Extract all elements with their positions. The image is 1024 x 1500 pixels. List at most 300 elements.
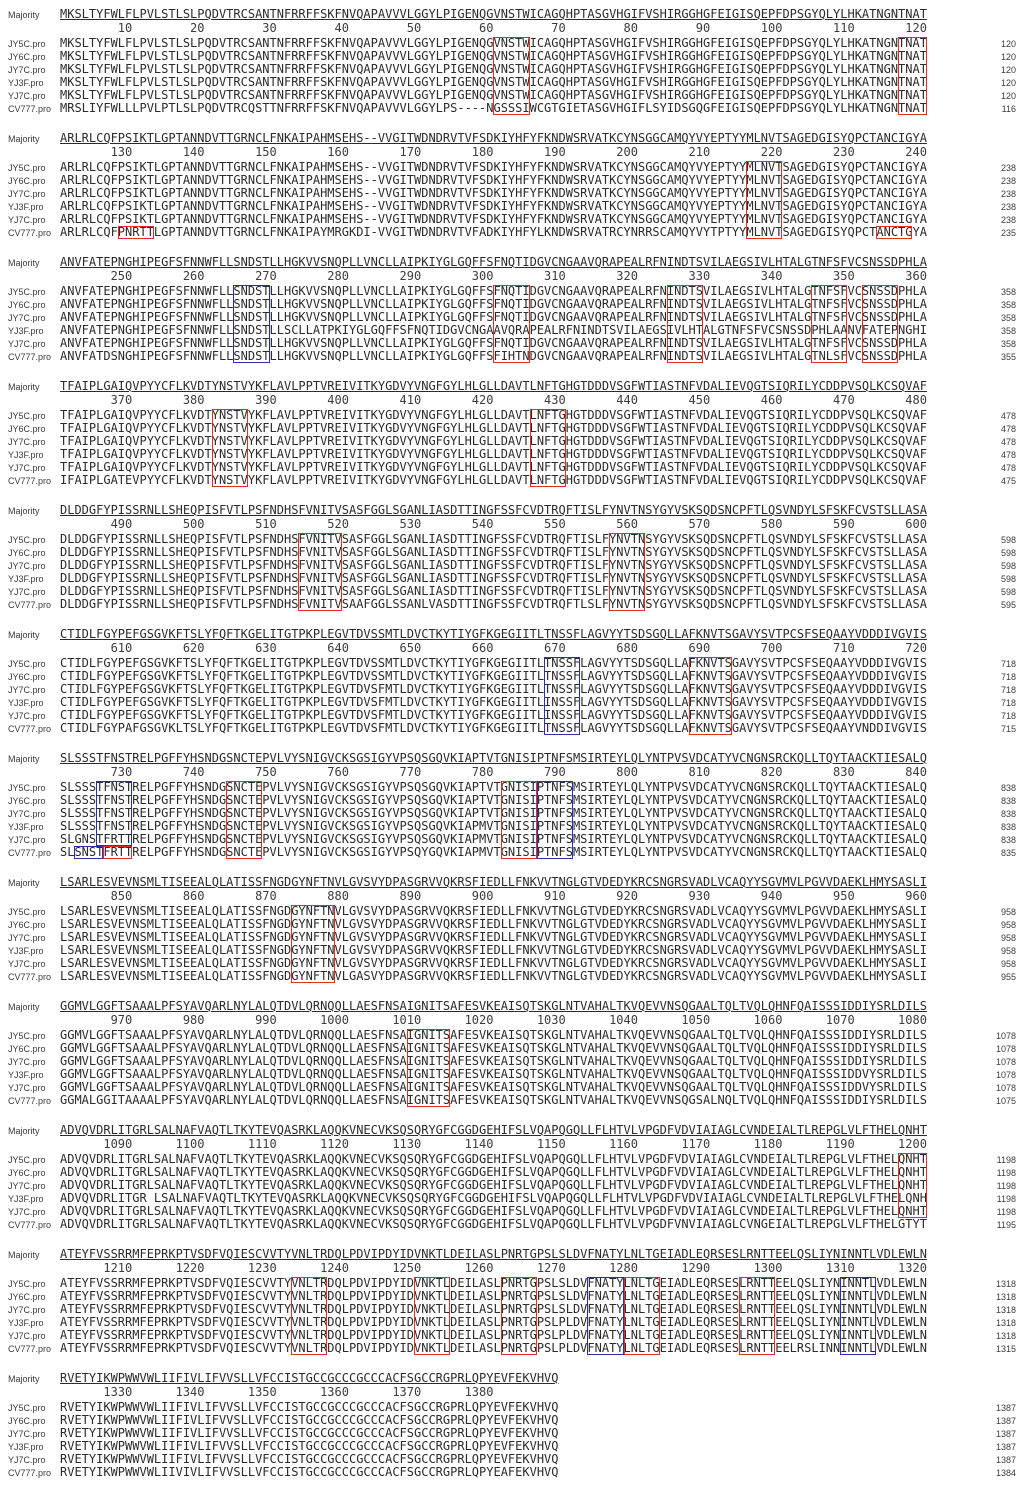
row-label: YJ7C.pro <box>8 1455 46 1465</box>
sequence-text: MKSLTYFWLFLPVLSTLSLPQDVTRCSANTNFRRFFSKFNVQAPAVVVLGGYLPIGENQGVNSTWICAGQHPTASGVHGIFVSHIRGGHGFEIGISQEPFDPSGYQLYLHKATNGNTNAT <box>60 75 927 89</box>
sequence-text: ANVFATEPNGHIPEGFSFNNWFLLSNDSTLLHGKVVSNQPLLVNCLLAIPKIYGLGQFFSFNQTIDGVCNGAAVQRAPEALRFNINDTSVILAEGSIVLHTALGTNFSFVCSNSSDPHLA <box>60 336 927 350</box>
sequence-row <box>8 1094 1016 1107</box>
row-label: YJ7C.pro <box>8 959 46 969</box>
residue-count: 1078 <box>995 1070 1016 1080</box>
row-label: JY7C.pro <box>8 685 46 695</box>
sequence-text: RVETYIKWPWWVWLIIFIVLIFVVSLLVFCCISTGCCGCCCGCCCACFSGCCRGPRLQPYEVFEKVHVQ <box>60 1426 559 1440</box>
sequence-rows <box>8 905 1016 983</box>
row-label: JY7C.pro <box>8 933 46 943</box>
row-label: CV777.pro <box>8 352 52 362</box>
residue-count: 838 <box>1000 783 1016 793</box>
majority-row <box>8 132 1016 145</box>
sequence-text: RVETYIKWPWWVWLIIVIVLIFVVSLLVFCCISTGCCGCCCGCCCACFSGCCRGPRLQPYEAFEKVHVQ <box>60 1465 559 1479</box>
alignment-block <box>8 8 1016 115</box>
sequence-row <box>8 598 1016 611</box>
sequence-text: SLSSSTFNSTRELPGFFYHSNDGSNCTEPVLVYSNIGVCKSGSIGYVPSQSGQVKIAPTVTGNISIPTNFSMSIRTEYLQLYNTPVSVDCATYVCNGNSRCKQLLTQYTAACKTIESALQ <box>60 751 927 765</box>
row-label: JY7C.pro <box>8 1305 46 1315</box>
row-label: YJ3F.pro <box>8 1194 44 1204</box>
sequence-text: ARLRLCQFPSIKTLGPTANNDVTTGRNCLFNKAIPAHMSEHS--VVGITWDNDRVTVFSDKIYHFYFKNDWSRVATKCYNSGGCAMQYVYEPTYYMLNVTSAGEDGISYQPCTANCIGYA <box>60 186 927 200</box>
residue-count: 478 <box>1000 437 1016 447</box>
residue-count: 478 <box>1000 450 1016 460</box>
sequence-text: ANVFATEPNGHIPEGFSFNNWFLLSNDSTLLHGKVVSNQPLLVNCLLAIPKIYGLGQFFSFNQTIDGVCNGAAVQRAPEALRFNINDTSVILAEGSIVLHTALGTNFSFVCSNSSDPHLA <box>60 284 927 298</box>
residue-count: 1078 <box>995 1031 1016 1041</box>
sequence-text: ARLRLCQFPSIKTLGPTANNDVTTGRNCLFNKAIPAHMSEHS--VVGITWDNDRVTVFSDKIYHFYFKNDWSRVATKCYNSGGCAMQYVYEPTYYMLNVTSAGEDGISYQPCTANCIGYA <box>60 199 927 213</box>
row-label: CV777.pro <box>8 724 52 734</box>
residue-count: 1387 <box>995 1416 1016 1426</box>
row-label: JY6C.pro <box>8 920 46 930</box>
row-label: Majority <box>8 1002 40 1012</box>
sequence-row <box>8 102 1016 115</box>
residue-count: 1318 <box>995 1292 1016 1302</box>
sequence-rows <box>8 161 1016 239</box>
alignment-block <box>8 132 1016 239</box>
sequence-text: SLSSSTFNSTRELPGFFYHSNDGSNCTEPVLVYSNIGVCKSGSIGYVPSQSGQVKIAPTVTGNISIPTNFSMSIRTEYLQLYNTPVSVDCATYVCNGNSRCKQLLTQYTAACKTIESALQ <box>60 793 927 807</box>
position-ruler <box>8 1386 1016 1399</box>
alignment-block <box>8 1000 1016 1107</box>
sequence-text: DLDDGFYPISSRNLLSHEQPISFVTLPSFNDHSFVNITVSASFGGLSGANLIASDTTINGFSSFCVDTRQFTISLFYNVTNSYGYVSKSQDSNCPFTLQSVNDYLSFSKFCVSTSLLASA <box>60 545 927 559</box>
sequence-rows <box>8 1277 1016 1355</box>
sequence-text: GGMVLGGFTSAAALPFSYAVQARLNYLALQTDVLQRNQQLLAESFNSAIGNITSAFESVKEAISQTSKGLNTVAHALTKVQEVVNSQGAALTQLTVQLQHNFQAISSSIDDIYSRLDILS <box>60 1041 927 1055</box>
majority-row <box>8 504 1016 517</box>
row-label: JY7C.pro <box>8 1057 46 1067</box>
row-label: YJ7C.pro <box>8 339 46 349</box>
row-label: YJ3F.pro <box>8 1442 44 1452</box>
residue-count: 1078 <box>995 1044 1016 1054</box>
majority-row <box>8 1372 1016 1385</box>
residue-count: 595 <box>1000 600 1016 610</box>
sequence-text: ANVFATEPNGHIPEGFSFNNWFLLSNDSTLLSCLLATPKIYGLGQFFSFNQTIDGVCNGAAVQRAPEALRFNINDTSVILAEGSIVLHTALGTNFSFVCSNSSDPHLAANVFATEPNGHI <box>60 323 927 337</box>
row-label: JY5C.pro <box>8 535 46 545</box>
residue-count: 358 <box>1000 326 1016 336</box>
sequence-text: MKSLTYFWLFLPVLSTLSLPQDVTRCSANTNFRRFFSKFNVQAPAVVVLGGYLPIGENQGVNSTWICAGQHPTASGVHGIFVSHIRGGHGFEIGISQEPFDPSGYQLYLHKATNGNTNAT <box>60 49 927 63</box>
sequence-text: CTIDLFGYPEFGSGVKFTSLYFQFTKGELITGTPKPLEGVTDVSFMTLDVCTKYTIYGFKGEGIITLTNSSFLAGVYYTSDSGQLLAFKNVTSGAVYSVTPCSFSEQAAYVDDDIVGVIS <box>60 682 927 696</box>
residue-count: 120 <box>1000 52 1016 62</box>
sequence-text: LSARLESVEVNSMLTISEEALQLATISSFNGDGYNFTNVLGVSVYDPASGRVVQKRSFIEDLLFNKVVTNGLGTVDEDYKRCSNGRSVADLVCAQYYSGVMVLPGVVDAEKLHMYSASLI <box>60 930 927 944</box>
row-label: Majority <box>8 10 40 20</box>
alignment-block <box>8 1124 1016 1231</box>
residue-count: 1198 <box>996 1168 1016 1178</box>
sequence-rows <box>8 1029 1016 1107</box>
residue-count: 1315 <box>995 1344 1016 1354</box>
row-label: JY6C.pro <box>8 672 46 682</box>
row-label: JY7C.pro <box>8 809 46 819</box>
sequence-text: ANVFATEPNGHIPEGFSFNNWFLLSNDSTLLHGKVVSNQPLLVNCLLAIPKIYGLGQFFSFNQTIDGVCNGAAVQRAPEALRFNINDTSVILAEGSIVLHTALGTNFSFVCSNSSDPHLA <box>60 297 927 311</box>
row-label: JY6C.pro <box>8 424 46 434</box>
residue-count: 475 <box>1000 476 1016 486</box>
row-label: YJ7C.pro <box>8 587 46 597</box>
residue-count: 718 <box>1000 672 1016 682</box>
sequence-text: 1330 1340 1350 1360 1370 1380 <box>60 1385 559 1399</box>
sequence-text: IFAIPLGATEVPYYCFLKVDTYNSTVYKFLAVLPPTVREIVITKYGDVYVNGFGYLHLGLLDAVTLNFTGHGTDDDVSGFWTIASTNFVDALIEVQGTSIQRILYCDDPVSQLKCSQVAF <box>60 473 927 487</box>
sequence-text: DLDDGFYPISSRNLLSHEQPISFVTLPSFNDHSFVNITVSASFGGLSGANLIASDTTINGFSSFCVDTRQFTISLFYNVTNSYGYVSKSQDSNCPFTLQSVNDYLSFSKFCVSTSLLASA <box>60 558 927 572</box>
residue-count: 1318 <box>995 1279 1016 1289</box>
row-label: Majority <box>8 1250 40 1260</box>
residue-count: 358 <box>1000 300 1016 310</box>
row-label: Majority <box>8 1374 40 1384</box>
sequence-text: CTIDLFGYPEFGSGVKFTSLYFQFTKGELITGTPKPLEGVTDVSSMTLDVCTKYTIYGFKGEGIITLTNSSFLAGVYYTSDSGQLLAFKNVTSGAVYSVTPCSFSEQAAYVDDDIVGVIS <box>60 627 927 641</box>
majority-row <box>8 1124 1016 1137</box>
sequence-text: 1210 1220 1230 1240 1250 1260 1270 1280 1290 1300 1310 1320 <box>60 1261 927 1275</box>
sequence-text: ARLRLCQFPSIKTLGPTANNDVTTGRNCLFNKAIPAHMSEHS--VVGITWDNDRVTVFSDKIYHFYFKNDWSRVATKCYNSGGCAMQYVYEPTYYMLNVTSAGEDGISYQPCTANCIGYA <box>60 173 927 187</box>
residue-count: 958 <box>1000 933 1016 943</box>
row-label: YJ7C.pro <box>8 215 46 225</box>
residue-count: 355 <box>1000 352 1016 362</box>
sequence-text: MKSLTYFWLFLPVLSTLSLPQDVTRCSANTNFRRFFSKFNVQAPAVVVLGGYLPIGENQGVNSTWICAGQHPTASGVHGIFVSHIRGGHGFEIGISQEPFDPSGYQLYLHKATNGNTNAT <box>60 62 927 76</box>
row-label: YJ3F.pro <box>8 1070 44 1080</box>
sequence-text: MKSLTYFWLFLPVLSTLSLPQDVTRCSANTNFRRFFSKFNVQAPAVVVLGGYLPIGENQGVNSTWICAGQHPTASGVHGIFVSHIRGGHGFEIGISQEPFDPSGYQLYLHKATNGNTNAT <box>60 88 927 102</box>
residue-count: 958 <box>1000 946 1016 956</box>
position-ruler <box>8 890 1016 903</box>
sequence-text: ARLRLCQFPSIKTLGPTANNDVTTGRNCLFNKAIPAHMSEHS--VVGITWDNDRVTVFSDKIYHFYFKNDWSRVATKCYNSGGCAMQYVYEPTYYMLNVTSAGEDGISYQPCTANCIGYA <box>60 160 927 174</box>
sequence-text: CTIDLFGYPEFGSGVKFTSLYFQFTKGELITGTPKPLEGVTDVSFMTLDVCTKYTIYGFKGEGIITLINSSFLAGVYYTSDSGQLLAFKNVTSGAVYSVTPCSFSEQAAYVDDDIVGVIS <box>60 695 927 709</box>
residue-count: 958 <box>1000 959 1016 969</box>
row-label: YJ3F.pro <box>8 78 44 88</box>
sequence-row <box>8 846 1016 859</box>
sequence-text: ADVQVDRLITGRLSALNAFVAQTLTKYTEVQASRKLAQQKVNECVKSQSQRYGFCGGDGEHIFSLVQAPQGQLLFLHTVLVPGDFVNVIAIAGLCVNGEIALTLREPGLVLFTHELGTYT <box>60 1217 927 1231</box>
sequence-text: GGMVLGGFTSAAALPFSYAVQARLNYLALQTDVLQRNQQLLAESFNSAIGNITSAFESVKEAISQTSKGLNTVAHALTKVQEVVNSQGAALTQLTVQLQHNFQAISSSIDDVYSRLDILS <box>60 1080 927 1094</box>
row-label: Majority <box>8 258 40 268</box>
position-ruler <box>8 270 1016 283</box>
sequence-text: ANVFATEPNGHIPEGFSFNNWFLLSNDSTLLHGKVVSNQPLLVNCLLAIPKIYGLGQFFSFNQTIDGVCNGAAVQRAPEALRFNINDTSVILAEGSIVLHTALGTNFSFVCSNSSDPHLA <box>60 255 927 269</box>
residue-count: 238 <box>1000 176 1016 186</box>
alignment-block <box>8 628 1016 735</box>
residue-count: 478 <box>1000 463 1016 473</box>
position-ruler <box>8 766 1016 779</box>
sequence-text: ADVQVDRLITGRLSALNAFVAQTLTKYTEVQASRKLAQQKVNECVKSQSQRYGFCGGDGEHIFSLVQAPQGQLLFLHTVLVPGDFVDVIAIAGLCVNDEIALTLREPGLVLFTHELQNHT <box>60 1204 927 1218</box>
sequence-text: CTIDLFGYPEFGSGVKFTSLYFQFTKGELITGTPKPLEGVTDVSFMTLDVCTKYTIYGFKGEGIITLINSSFLAGVYYTSDSGQLLAFKNVTSGAVYSVTPCSFSEQAAYVDDDIVGVIS <box>60 708 927 722</box>
alignment-block <box>8 1372 1016 1479</box>
sequence-text: 490 500 510 520 530 540 550 560 570 580 590 600 <box>60 517 927 531</box>
residue-count: 120 <box>1000 78 1016 88</box>
position-ruler <box>8 394 1016 407</box>
sequence-rows <box>8 533 1016 611</box>
residue-count: 238 <box>1000 189 1016 199</box>
alignment-block <box>8 752 1016 859</box>
row-label: YJ3F.pro <box>8 946 44 956</box>
row-label: JY5C.pro <box>8 1279 46 1289</box>
row-label: JY6C.pro <box>8 796 46 806</box>
row-label: JY6C.pro <box>8 300 46 310</box>
row-label: YJ7C.pro <box>8 711 46 721</box>
residue-count: 1387 <box>995 1455 1016 1465</box>
row-label: JY5C.pro <box>8 163 46 173</box>
sequence-text: MKSLTYFWLFLPVLSTLSLPQDVTRCSANTNFRRFFSKFNVQAPAVVVLGGYLPIGENQGVNSTWICAGQHPTASGVHGIFVSHIRGGHGFEIGISQEPFDPSGYQLYLHKATNGNTNAT <box>60 36 927 50</box>
majority-row <box>8 752 1016 765</box>
residue-count: 598 <box>1000 548 1016 558</box>
sequence-text: RVETYIKWPWWVWLIIFIVLIFVVSLLVFCCISTGCCGCCCGCCCACFSGCCRGPRLQPYEVFEKVHVQ <box>60 1371 559 1385</box>
residue-count: 116 <box>1001 104 1016 114</box>
sequence-text: LSARLESVEVNSMLTISEEALQLATISSFNGDGYNFTNVLGVSVYDPASGRVVQKRSFIEDLLFNKVVTNGLGTVDEDYKRCSNGRSVADLVCAQYYSGVMVLPGVVDAEKLHMYSASLI <box>60 904 927 918</box>
residue-count: 478 <box>1000 424 1016 434</box>
majority-row <box>8 8 1016 21</box>
majority-row <box>8 628 1016 641</box>
row-label: JY6C.pro <box>8 1044 46 1054</box>
sequence-text: GGMVLGGFTSAAALPFSYAVQARLNYLALQTDVLQRNQQLLAESFNSAIGNITSAFESVKEAISQTSKGLNTVAHALTKVQEVVNSQGAALTQLTVQLQHNFQAISSSIDDIYSRLDILS <box>60 1054 927 1068</box>
row-label: JY5C.pro <box>8 783 46 793</box>
sequence-text: GGMALGGITAAAALPFSYAVQARLNYLALQTDVLQRNQQLLAESFNSAIGNITSAFESVKEAISQTSKGLNTVAHALTKVQEVVNSQGSALNQLTVQLQHNFQAISSSIDDIYSRLDILS <box>60 1093 927 1107</box>
residue-count: 478 <box>1000 411 1016 421</box>
sequence-text: 850 860 870 880 890 900 910 920 930 940 950 960 <box>60 889 927 903</box>
residue-count: 238 <box>1000 202 1016 212</box>
sequence-text: 130 140 150 160 170 180 190 200 210 220 230 240 <box>60 145 927 159</box>
sequence-row <box>8 1218 1016 1231</box>
sequence-text: 970 980 990 1000 1010 1020 1030 1040 1050 1060 1070 1080 <box>60 1013 927 1027</box>
sequence-text: ARLRLCQFPNRTTLGPTANNDVTTGRNCLFNKAIPAYMRGKDI-VVGITWDNDRVTVFADKIYHFYLKNDWSRVATRCYNRRSCAMQYVYTPTYYMLNVTSAGEDGISYQPCTANCTGYA <box>60 225 927 239</box>
row-label: Majority <box>8 382 40 392</box>
sequence-text: GGMVLGGFTSAAALPFSYAVQARLNYLALQTDVLQRNQQLLAESFNSAIGNITSAFESVKEAISQTSKGLNTVAHALTKVQEVVNSQGAALTQLTVQLQHNFQAISSSIDDVYSRLDILS <box>60 1067 927 1081</box>
residue-count: 838 <box>1000 835 1016 845</box>
majority-row <box>8 876 1016 889</box>
sequence-text: ANVFATEPNGHIPEGFSFNNWFLLSNDSTLLHGKVVSNQPLLVNCLLAIPKIYGLGQFFSFNQTIDGVCNGAAVQRAPEALRFNINDTSVILAEGSIVLHTALGTNFSFVCSNSSDPHLA <box>60 310 927 324</box>
residue-count: 120 <box>1000 65 1016 75</box>
row-label: JY7C.pro <box>8 1181 46 1191</box>
sequence-text: RVETYIKWPWWVWLIIFIVLIFVVSLLVFCCISTGCCGCCCGCCCACFSGCCRGPRLQPYEVFEKVHVQ <box>60 1413 559 1427</box>
sequence-text: MKSLTYFWLFLPVLSTLSLPQDVTRCSANTNFRRFFSKFNVQAPAVVVLGGYLPIGENQGVNSTWICAGQHPTASGVHGIFVSHIRGGHGFEIGISQEPFDPSGYQLYLHKATNGNTNAT <box>60 7 927 21</box>
residue-count: 718 <box>1000 659 1016 669</box>
row-label: YJ3F.pro <box>8 822 44 832</box>
sequence-text: LSARLESVEVNSMLTISEEALQLATISSFNGDGYNFTNVLGVSVYDPASGRVVQKRSFIEDLLFNKVVTNGLGTVDEDYKRCSNGRSVADLVCAQYYSGVMVLPGVVDAEKLHMYSASLI <box>60 875 927 889</box>
row-label: CV777.pro <box>8 848 52 858</box>
sequence-text: CTIDLFGYPEFGSGVKFTSLYFQFTKGELITGTPKPLEGVTDVSSMTLDVCTKYTIYGFKGEGIITLTNSSFLAGVYYTSDSGQLLAFKNVTSGAVYSVTPCSFSEQAAYVDDDIVGVIS <box>60 669 927 683</box>
row-label: JY7C.pro <box>8 1429 46 1439</box>
row-label: JY5C.pro <box>8 287 46 297</box>
sequence-text: DLDDGFYPISSRNLLSHEQPISFVTLPSFNDHSFVNITVSASFGGLSGANLIASDTTINGFSSFCVDTRQFTISLFYNVTNSYGYVSKSQDSNCPFTLQSVNDYLSFSKFCVSTSLLASA <box>60 503 927 517</box>
residue-count: 718 <box>1000 698 1016 708</box>
row-label: JY7C.pro <box>8 189 46 199</box>
residue-count: 715 <box>1000 724 1016 734</box>
sequence-text: ATEYFVSSRRMFEPRKPTVSDFVQIESCVVTYVNLTRDQLPDVIPDYIDVNKTLDEILASLPNRTGPSLSLDVFNATYLNLTGEIADLEQRSESLRNTTEELQSLIYNINNTLVDLEWLN <box>60 1276 927 1290</box>
row-label: CV777.pro <box>8 228 52 238</box>
residue-count: 358 <box>1000 313 1016 323</box>
residue-count: 838 <box>1000 822 1016 832</box>
row-label: Majority <box>8 506 40 516</box>
sequence-text: LSARLESVEVNSMLTISEEALQLATISSFNGDGYNFTNVLGVSVYDPASGRVVQKRSFIEDLLFNKVVTNGLGTVDEDYKRCSNGRSVADLVCAQYYSGVMVLPGVVDAEKLHMYSASLI <box>60 943 927 957</box>
sequence-text: ATEYFVSSRRMFEPRKPTVSDFVQIESCVVTYVNLTRDQLPDVIPDYIDVNKTLDEILASLPNRTGPSLPLDVFNATYLNLTGEIADLEQRSESLRNTTEELRSLINNINNTLVDLEWLN <box>60 1341 927 1355</box>
row-label: YJ7C.pro <box>8 1083 46 1093</box>
majority-row <box>8 1000 1016 1013</box>
row-label: JY5C.pro <box>8 907 46 917</box>
sequence-text: DLDDGFYPISSRNLLSHEQPISFVTLPSFNDHSFVNITVSAAFGGLSSANLVASDTTINGFSSFCVDTRQFTLSLFYNVTNSYGYVSKSQDSNCPFTLQSVNDYLSFSKFCVSTSLLASA <box>60 597 927 611</box>
residue-count: 1387 <box>995 1403 1016 1413</box>
row-label: JY5C.pro <box>8 1155 46 1165</box>
sequence-text: ATEYFVSSRRMFEPRKPTVSDFVQIESCVVTYVNLTRDQLPDVIPDYIDVNKTLDEILASLPNRTGPSLSLDVFNATYLNLTGEIADLEQRSESLRNTTEELQSLIYNINNTLVDLEWLN <box>60 1302 927 1316</box>
sequence-rows <box>8 1401 1016 1479</box>
sequence-row <box>8 1466 1016 1479</box>
sequence-text: GGMVLGGFTSAAALPFSYAVQARLNYLALQTDVLQRNQQLLAESFNSAIGNITSAFESVKEAISQTSKGLNTVAHALTKVQEVVNSQGAALTQLTVQLQHNFQAISSSIDDIYSRLDILS <box>60 1028 927 1042</box>
residue-count: 835 <box>1000 848 1016 858</box>
residue-count: 1198 <box>996 1194 1016 1204</box>
row-label: JY7C.pro <box>8 561 46 571</box>
row-label: CV777.pro <box>8 1096 52 1106</box>
residue-count: 598 <box>1000 561 1016 571</box>
position-ruler <box>8 1014 1016 1027</box>
sequence-text: LSARLESVEVNSMLTISEEALQLATISSFNGDGYNFTNVLGASVYDPASGRVVQKRSFIEDLLFNKVVTNGLGTVDEDYKRCSNGRSVADLVCAQYYSGVMVLPGVVDAEKLHMYSASLI <box>60 969 927 983</box>
sequence-text: 610 620 630 640 650 660 670 680 690 700 710 720 <box>60 641 927 655</box>
row-label: JY7C.pro <box>8 313 46 323</box>
sequence-row <box>8 226 1016 239</box>
majority-row <box>8 1248 1016 1261</box>
position-ruler <box>8 22 1016 35</box>
alignment-block <box>8 876 1016 983</box>
row-label: JY7C.pro <box>8 437 46 447</box>
row-label: CV777.pro <box>8 972 52 982</box>
residue-count: 718 <box>1000 711 1016 721</box>
row-label: YJ7C.pro <box>8 835 46 845</box>
sequence-row <box>8 970 1016 983</box>
residue-count: 358 <box>1000 339 1016 349</box>
sequence-text: ATEYFVSSRRMFEPRKPTVSDFVQIESCVVTYVNLTRDQLPDVIPDYIDVNKTLDEILASLPNRTGPSLPLDVFNATYLNLTGEIADLEQRSESLRNTTEELQSLIYNINNTLVDLEWLN <box>60 1315 927 1329</box>
sequence-text: SLSSSTFNSTRELPGFFYHSNDGSNCTEPVLVYSNIGVCKSGSIGYVPSQSGQVKIAPMVTGNISIPTNFSMSIRTEYLQLYNTPVSVDCATYVCNGNSRCKQLLTQYTAACKTIESALQ <box>60 819 927 833</box>
position-ruler <box>8 146 1016 159</box>
sequence-row <box>8 1342 1016 1355</box>
sequence-text: MRSLIYFWLLLPVLPTLSLPQDVTRCQSTTNFRRFFSKFNVQAPAVVVLGGYLPS----NGSSSIWCGTGIETASGVHGIFLSYIDSGQGFEIGISQEPFDPSGYQLYLHKATNGNTNAT <box>60 101 927 115</box>
residue-count: 1387 <box>995 1429 1016 1439</box>
sequence-text: DLDDGFYPISSRNLLSHEQPISFVTLPSFNDHSFVNITVSASFGGLSGANLIASDTTINGFSSFCVDTRQFTISLFYNVTNSYGYVSKSQDSNCPFTLQSVNDYLSFSKFCVSTSLLASA <box>60 532 927 546</box>
sequence-text: SLSNSTFRTTRELPGFFYHSNDGSNCTEPVLVYSNIGVCKSGSIGYVPSQYGQVKIAPMVTGNISIPTNFSMSIRTEYLQLYNTPVSVDCATYVCNGNSRCKQLLTQYTAACKTIESALQ <box>60 845 927 859</box>
sequence-text: ARLRLCQFPSIKTLGPTANNDVTTGRNCLFNKAIPAHMSEHS--VVGITWDNDRVTVFSDKIYHFYFKNDWSRVATKCYNSGGCAMQYVYEPTYYMLNVTSAGEDGISYQPCTANCIGYA <box>60 212 927 226</box>
majority-row <box>8 380 1016 393</box>
row-label: CV777.pro <box>8 104 52 114</box>
row-label: JY6C.pro <box>8 176 46 186</box>
sequence-text: CTIDLFGYPEFGSGVKFTSLYFQFTKGELITGTPKPLEGVTDVSSMTLDVCTKYTIYGFKGEGIITLTNSSFLAGVYYTSDSGQLLAFKNVTSGAVYSVTPCSFSEQAAYVDDDIVGVIS <box>60 656 927 670</box>
sequence-text: 250 260 270 280 290 300 310 320 330 340 350 360 <box>60 269 927 283</box>
residue-count: 1198 <box>996 1155 1016 1165</box>
row-label: JY6C.pro <box>8 548 46 558</box>
sequence-text: RVETYIKWPWWVWLIIFIVLIFVVSLLVFCCISTGCCGCCCGCCCACFSGCCRGPRLQPYEVFEKVHVQ <box>60 1439 559 1453</box>
residue-count: 1384 <box>995 1468 1016 1478</box>
sequence-text: RVETYIKWPWWVWLIIFIVLIFVVSLLVFCCISTGCCGCCCGCCCACFSGCCRGPRLQPYEVFEKVHVQ <box>60 1400 559 1414</box>
residue-count: 1198 <box>996 1181 1016 1191</box>
sequence-text: LSARLESVEVNSMLTISEEALQLATISSFNGDGYNFTNVLGVSVYDPASGRVVQKRSFIEDLLFNKVVTNGLGTVDEDYKRCSNGRSVADLVCAQYYSGVMVLPGVVDAEKLHMYSASLI <box>60 917 927 931</box>
residue-count: 120 <box>1000 91 1016 101</box>
sequence-text: RVETYIKWPWWVWLIIFIVLIFVVSLLVFCCISTGCCGCCCGCCCACFSGCCRGPRLQPYEVFEKVHVQ <box>60 1452 559 1466</box>
sequence-text: ATEYFVSSRRMFEPRKPTVSDFVQIESCVVTYVNLTRDQLPDVIPDYIDVNKTLDEILASLPNRTGPSLSLDVFNATYLNLTGEIADLEQRSESLRNTTEELQSLIYNINNTLVDLEWLN <box>60 1247 927 1261</box>
row-label: YJ3F.pro <box>8 202 44 212</box>
row-label: JY5C.pro <box>8 411 46 421</box>
row-label: JY5C.pro <box>8 1031 46 1041</box>
sequence-text: CTIDLFGYPAFGSGVKLTSLYFQFTKGELITGTPKPLEGVTDVSFMTLDVCTKYTIYGFKGEGIITLTNSSFLAGVYYTSDSGQLLAFKNVTSGAVYSVTPCSFSEQAAYVNDDIVGVIS <box>60 721 927 735</box>
sequence-row <box>8 350 1016 363</box>
row-label: YJ7C.pro <box>8 1331 46 1341</box>
alignment-block <box>8 380 1016 487</box>
row-label: JY5C.pro <box>8 39 46 49</box>
residue-count: 718 <box>1000 685 1016 695</box>
residue-count: 955 <box>1000 972 1016 982</box>
sequence-text: 370 380 390 400 410 420 430 440 450 460 470 480 <box>60 393 927 407</box>
residue-count: 598 <box>1000 587 1016 597</box>
residue-count: 1318 <box>995 1318 1016 1328</box>
position-ruler <box>8 1262 1016 1275</box>
sequence-text: DLDDGFYPISSRNLLSHEQPISFVTLPSFNDHSFVNITVSASFGGLSGANLIASDTTINGFSSFCVDTRQFTISLFYNVTNSYGYVSKSQDSNCPFTLQSVNDYLSFSKFCVSTSLLASA <box>60 584 927 598</box>
sequence-text: TFAIPLGAIQVPYYCFLKVDTYNSTVYKFLAVLPPTVREIVITKYGDVYVNGFGYLHLGLLDAVTLNFTGHGTDDDVSGFWTIASTNFVDALIEVQGTSIQRILYCDDPVSQLKCSQVAF <box>60 379 927 393</box>
residue-count: 235 <box>1000 228 1016 238</box>
row-label: Majority <box>8 134 40 144</box>
sequence-rows <box>8 781 1016 859</box>
alignment-block <box>8 256 1016 363</box>
residue-count: 1195 <box>996 1220 1016 1230</box>
row-label: CV777.pro <box>8 1344 52 1354</box>
row-label: CV777.pro <box>8 1468 52 1478</box>
row-label: JY7C.pro <box>8 65 46 75</box>
sequence-text: 1090 1100 1110 1120 1130 1140 1150 1160 1170 1180 1190 1200 <box>60 1137 927 1151</box>
residue-count: 1387 <box>995 1442 1016 1452</box>
row-label: Majority <box>8 630 40 640</box>
sequence-text: TFAIPLGAIQVPYYCFLKVDTYNSTVYKFLAVLPPTVREIVITKYGDVYVNGFGYLHLGLLDAVTLNFTGHGTDDDVSGFWTIASTNFVDALIEVQGTSIQRILYCDDPVSQLKCSQVAF <box>60 447 927 461</box>
residue-count: 1075 <box>995 1096 1016 1106</box>
sequence-text: ATEYFVSSRRMFEPRKPTVSDFVQIESCVVTYVNLTRDQLPDVIPDYIDVNKTLDEILASLPNRTGPSLPLDVFNATYLNLTGEIADLEQRSESLRNTTEELQSLIYNINNTLVDLEWLN <box>60 1328 927 1342</box>
sequence-text: ADVQVDRLITGRLSALNAFVAQTLTKYTEVQASRKLAQQKVNECVKSQSQRYGFCGGDGEHIFSLVQAPQGQLLFLHTVLVPGDFVDVIAIAGLCVNDEIALTLREPGLVLFTHELQNHT <box>60 1165 927 1179</box>
residue-count: 838 <box>1000 796 1016 806</box>
sequence-text: SLSSSTFNSTRELPGFFYHSNDGSNCTEPVLVYSNIGVCKSGSIGYVPSQSGQVKIAPTVTGNISIPTNFSMSIRTEYLQLYNTPVSVDCATYVCNGNSRCKQLLTQYTAACKTIESALQ <box>60 780 927 794</box>
residue-count: 358 <box>1000 287 1016 297</box>
position-ruler <box>8 642 1016 655</box>
sequence-text: LSARLESVEVNSMLTISEEALQLATISSFNGDGYNFTNVLGVSVYDPASGRVVQKRSFIEDLLFNKVVTNGLGTVDEDYKRCSNGRSVADLVCAQYYSGVMVLPGVVDAEKLHMYSASLI <box>60 956 927 970</box>
row-label: YJ7C.pro <box>8 463 46 473</box>
row-label: YJ7C.pro <box>8 91 46 101</box>
residue-count: 1318 <box>995 1331 1016 1341</box>
sequence-rows <box>8 409 1016 487</box>
row-label: YJ7C.pro <box>8 1207 46 1217</box>
sequence-text: TFAIPLGAIQVPYYCFLKVDTYNSTVYKFLAVLPPTVREIVITKYGDVYVNGFGYLHLGLLDAVTLNFTGHGTDDDVSGFWTIASTNFVDALIEVQGTSIQRILYCDDPVSQLKCSQVAF <box>60 434 927 448</box>
row-label: JY6C.pro <box>8 1168 46 1178</box>
sequence-rows <box>8 657 1016 735</box>
sequence-text: ANVFATDSNGHIPEGFSFNNWFLLSNDSTLLHGKVVSNQPLLVNCLLAIPKIYGLGQFFSFIHTNDGVCNGAAVQRAPEALRFNINDTSVILAEGSIVLHTALGTNLSFVCSNSSDPHLA <box>60 349 927 363</box>
residue-count: 1318 <box>995 1305 1016 1315</box>
row-label: JY5C.pro <box>8 1403 46 1413</box>
residue-count: 838 <box>1000 809 1016 819</box>
row-label: CV777.pro <box>8 1220 52 1230</box>
majority-row <box>8 256 1016 269</box>
sequence-text: ADVQVDRLITGRLSALNAFVAQTLTKYTEVQASRKLAQQKVNECVKSQSQRYGFCGGDGEHIFSLVQAPQGQLLFLHTVLVPGDFVDVIAIAGLCVNDEIALTLREPGLVLFTHELQNHT <box>60 1152 927 1166</box>
residue-count: 598 <box>1000 574 1016 584</box>
sequence-text: TFAIPLGAIQVPYYCFLKVDTYNSTVYKFLAVLPPTVREIVITKYGDVYVNGFGYLHLGLLDAVTLNFTGHGTDDDVSGFWTIASTNFVDALIEVQGTSIQRILYCDDPVSQLKCSQVAF <box>60 460 927 474</box>
residue-count: 598 <box>1000 535 1016 545</box>
position-ruler <box>8 1138 1016 1151</box>
sequence-text: SLGNSTFRTTRELPGFFYHSNDGSNCTEPVLVYSNIGVCKSGSIGYVPSQSGQVKIAPMVTGNISIPTNFSMSIRTEYLQLYNTPVSVDCATYVCNGNSRCKQLLTQYTAACKTIESALQ <box>60 832 927 846</box>
residue-count: 1078 <box>995 1057 1016 1067</box>
sequence-text: ADVQVDRLITGRLSALNAFVAQTLTKYTEVQASRKLAQQKVNECVKSQSQRYGFCGGDGEHIFSLVQAPQGQLLFLHTVLVPGDFVDVIAIAGLCVNDEIALTLREPGLVLFTHELQNHT <box>60 1178 927 1192</box>
row-label: Majority <box>8 1126 40 1136</box>
row-label: YJ3F.pro <box>8 326 44 336</box>
row-label: CV777.pro <box>8 476 52 486</box>
residue-count: 1198 <box>996 1207 1016 1217</box>
residue-count: 1078 <box>995 1083 1016 1093</box>
residue-count: 238 <box>1000 215 1016 225</box>
sequence-text: SLSSSTFNSTRELPGFFYHSNDGSNCTEPVLVYSNIGVCKSGSIGYVPSQSGQVKIAPTVTGNISIPTNFSMSIRTEYLQLYNTPVSVDCATYVCNGNSRCKQLLTQYTAACKTIESALQ <box>60 806 927 820</box>
residue-count: 958 <box>1000 920 1016 930</box>
sequence-text: 10 20 30 40 50 60 70 80 90 100 110 120 <box>60 21 927 35</box>
sequence-text: ATEYFVSSRRMFEPRKPTVSDFVQIESCVVTYVNLTRDQLPDVIPDYIDVNKTLDEILASLPNRTGPSLSLDVFNATYLNLTGEIADLEQRSESLRNTTEELQSLIYNINNTLVDLEWLN <box>60 1289 927 1303</box>
row-label: YJ3F.pro <box>8 698 44 708</box>
sequence-text: TFAIPLGAIQVPYYCFLKVDTYNSTVYKFLAVLPPTVREIVITKYGDVYVNGFGYLHLGLLDAVTLNFTGHGTDDDVSGFWTIASTNFVDALIEVQGTSIQRILYCDDPVSQLKCSQVAF <box>60 421 927 435</box>
row-label: YJ3F.pro <box>8 574 44 584</box>
row-label: Majority <box>8 754 40 764</box>
sequence-text: 730 740 750 760 770 780 790 800 810 820 830 840 <box>60 765 927 779</box>
sequence-text: ARLRLCQFPSIKTLGPTANNDVTTGRNCLFNKAIPAHMSEHS--VVGITWDNDRVTVFSDKIYHFYFKNDWSRVATKCYNSGGCAMQYVYEPTYYMLNVTSAGEDGISYQPCTANCIGYA <box>60 131 927 145</box>
sequence-text: ADVQVDRLITGR LSALNAFVAQTLTKYTEVQASRKLAQQKVNECVKSQSQRYGFCGGDGEHIFSLVQAPQGQLLFLHTVLVPGDFVDVIAIAGLCVNDEIALTLREPGLVLFTHELQNH <box>60 1191 927 1205</box>
sequence-text: GGMVLGGFTSAAALPFSYAVQARLNYLALQTDVLQRNQQLLAESFNSAIGNITSAFESVKEAISQTSKGLNTVAHALTKVQEVVNSQGAALTQLTVQLQHNFQAISSSIDDIYSRLDILS <box>60 999 927 1013</box>
row-label: JY6C.pro <box>8 52 46 62</box>
sequence-text: DLDDGFYPISSRNLLSHEQPISFVTLPSFNDHSFVNITVSASFGGLSGANLIASDTTINGFSSFCVDTRQFTISLFYNVTNSYGYVSKSQDSNCPFTLQSVNDYLSFSKFCVSTSLLASA <box>60 571 927 585</box>
alignment-block <box>8 504 1016 611</box>
row-label: CV777.pro <box>8 600 52 610</box>
row-label: Majority <box>8 878 40 888</box>
sequence-row <box>8 722 1016 735</box>
row-label: YJ3F.pro <box>8 1318 44 1328</box>
sequence-row <box>8 474 1016 487</box>
sequence-text: TFAIPLGAIQVPYYCFLKVDTYNSTVYKFLAVLPPTVREIVITKYGDVYVNGFGYLHLGLLDAVTLNFTGHGTDDDVSGFWTIASTNFVDALIEVQGTSIQRILYCDDPVSQLKCSQVAF <box>60 408 927 422</box>
row-label: JY6C.pro <box>8 1292 46 1302</box>
